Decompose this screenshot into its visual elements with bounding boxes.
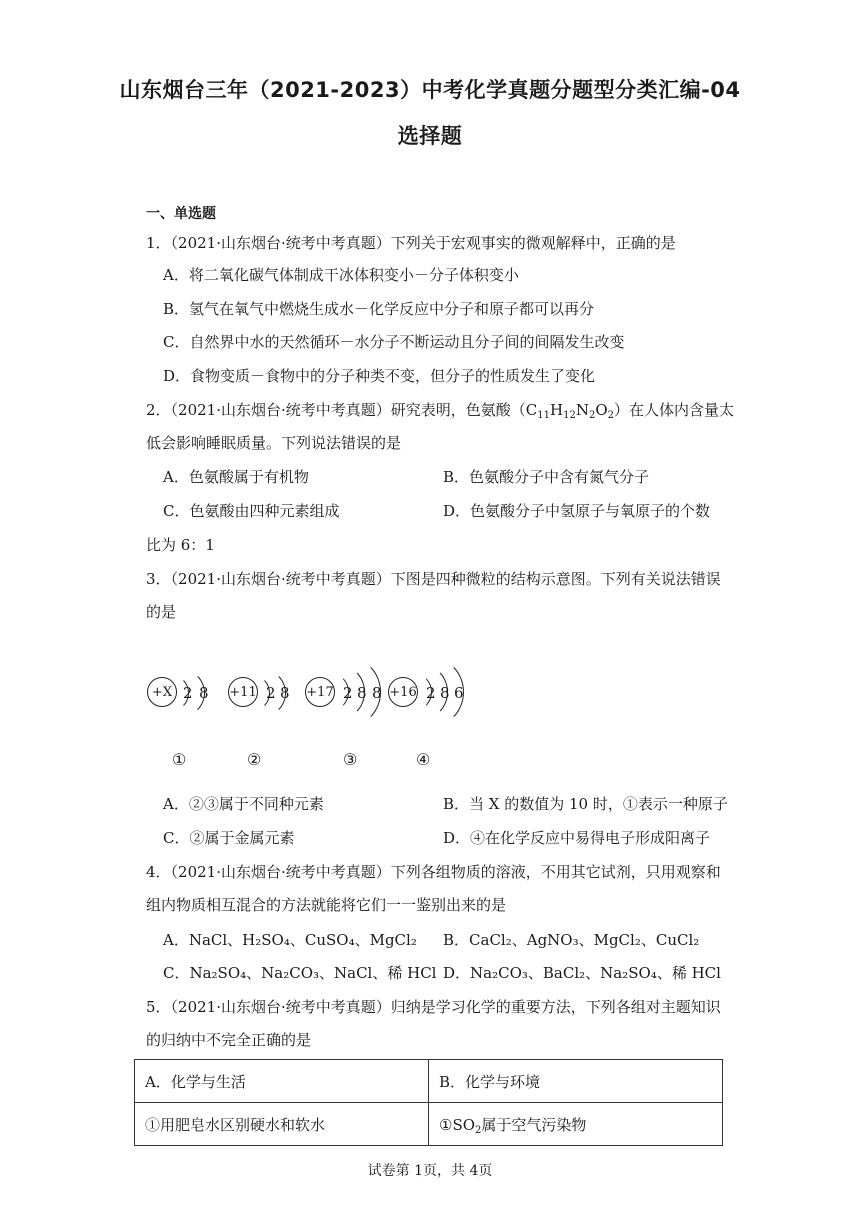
atom-structure-3 <box>305 655 390 730</box>
question-4-option-b: B．CaCl₂、AgNO₃、MgCl₂、CuCl₂ <box>443 931 700 949</box>
question-3-stem: 3．（2021·山东烟台·统考中考真题）下图是四种微粒的结构示意图。下列有关说法错误 <box>146 570 721 588</box>
question-3-option-c: C．②属于金属元素 <box>163 829 295 847</box>
question-3-option-d: D．④在化学反应中易得电子形成阳离子 <box>443 829 711 847</box>
electron-shell-arc <box>238 669 286 717</box>
shell-electrons: 6 <box>454 684 464 702</box>
section-heading: 一、单选题 <box>146 206 216 222</box>
question-4-option-c: C．Na₂SO₄、Na₂CO₃、NaCl、稀 HCl <box>163 964 437 982</box>
table-row <box>135 1060 723 1103</box>
page-footer: 试卷第 1页，共 4页 <box>367 1163 493 1179</box>
question-2-stem-cont: 低会影响睡眠质量。下列说法错误的是 <box>146 434 402 452</box>
question-1-option-c: C．自然界中水的天然循环－水分子不断运动且分子间的间隔发生改变 <box>163 333 625 351</box>
question-2-stem: 2．（2021·山东烟台·统考中考真题）研究表明，色氨酸$(C_{11}H_{12}N_2O_2)$在人体内含量太 <box>146 401 735 421</box>
question-1-option-d: D．食物变质－食物中的分子种类不变，但分子的性质发生了变化 <box>163 367 596 385</box>
atom-label-1: ① <box>172 750 187 769</box>
question-4-option-a: A．NaCl、H₂SO₄、CuSO₄、MgCl₂ <box>163 931 417 949</box>
question-4-option-d: D．Na₂CO₃、BaCl₂、Na₂SO₄、稀 HCl <box>443 964 721 982</box>
nucleus: +11 <box>228 677 258 707</box>
question-2-option-b: B．色氨酸分子中含有氮气分子 <box>443 468 650 486</box>
table-cell-header-b: B．化学与环境 <box>429 1060 723 1103</box>
question-4-stem-cont: 组内物质相互混合的方法就能将它们一一鉴别出来的是 <box>146 896 507 914</box>
shell-electrons: 8 <box>357 684 367 702</box>
page-title: 山东烟台三年（2021-2023）中考化学真题分题型分类汇编-04 <box>119 78 741 102</box>
question-4-stem: 4．（2021·山东烟台·统考中考真题）下列各组物质的溶液，不用其它试剂，只用观察和 <box>146 863 721 881</box>
table-cell: $①SO_2$属于空气污染物 <box>429 1103 723 1146</box>
question-3-option-a: A．②③属于不同种元素 <box>163 795 324 813</box>
atom-label-2: ② <box>247 750 262 769</box>
shell-electrons: 2 <box>426 684 436 702</box>
table-cell: ①用肥皂水区别硬水和软水 <box>135 1103 429 1146</box>
nucleus: +17 <box>305 677 335 707</box>
atom-structure-1 <box>147 665 217 725</box>
question-5-table <box>134 1059 723 1146</box>
question-3-stem-cont: 的是 <box>146 603 177 621</box>
nucleus: +16 <box>388 677 418 707</box>
atom-structure-2 <box>228 665 298 725</box>
shell-electrons: 8 <box>199 684 209 702</box>
shell-electrons: 8 <box>280 684 290 702</box>
nucleus: +X <box>147 677 177 707</box>
question-5-stem-cont: 的归纳中不完全正确的是 <box>146 1031 312 1049</box>
question-1-option-b: B．氢气在氧气中燃烧生成水－化学反应中分子和原子都可以再分 <box>163 300 595 318</box>
formula-tryptophan: $C_{11}H_{12}N_2O_2$ <box>525 401 614 421</box>
question-2-option-a: A．色氨酸属于有机物 <box>163 468 309 486</box>
question-5-stem: 5．（2021·山东烟台·统考中考真题）归纳是学习化学的重要方法，下列各组对主题知识 <box>146 998 721 1016</box>
table-row <box>135 1103 723 1146</box>
question-2-option-d: D．色氨酸分子中氢原子与氧原子的个数 <box>443 502 711 520</box>
question-2-option-c: C．色氨酸由四种元素组成 <box>163 502 340 520</box>
shell-electrons: 2 <box>343 684 353 702</box>
shell-electrons: 2 <box>266 684 276 702</box>
question-3-option-b: B．当 X 的数值为 10 时，①表示一种原子 <box>443 795 728 813</box>
question-1-stem: 1．（2021·山东烟台·统考中考真题）下列关于宏观事实的微观解释中，正确的是 <box>146 234 676 252</box>
shell-electrons: 8 <box>440 684 450 702</box>
question-1-option-a: A．将二氧化碳气体制成干冰体积变小－分子体积变小 <box>163 266 519 284</box>
atom-label-3: ③ <box>343 750 358 769</box>
shell-electrons: 2 <box>183 684 193 702</box>
atom-structure-4 <box>388 655 473 730</box>
page-subtitle: 选择题 <box>397 124 463 148</box>
question-2-option-d-cont: 比为 6：1 <box>146 536 215 554</box>
table-cell-header-a: A．化学与生活 <box>135 1060 429 1103</box>
electron-shell-arc <box>157 669 205 717</box>
shell-electrons: 8 <box>372 684 382 702</box>
atom-label-4: ④ <box>416 750 431 769</box>
